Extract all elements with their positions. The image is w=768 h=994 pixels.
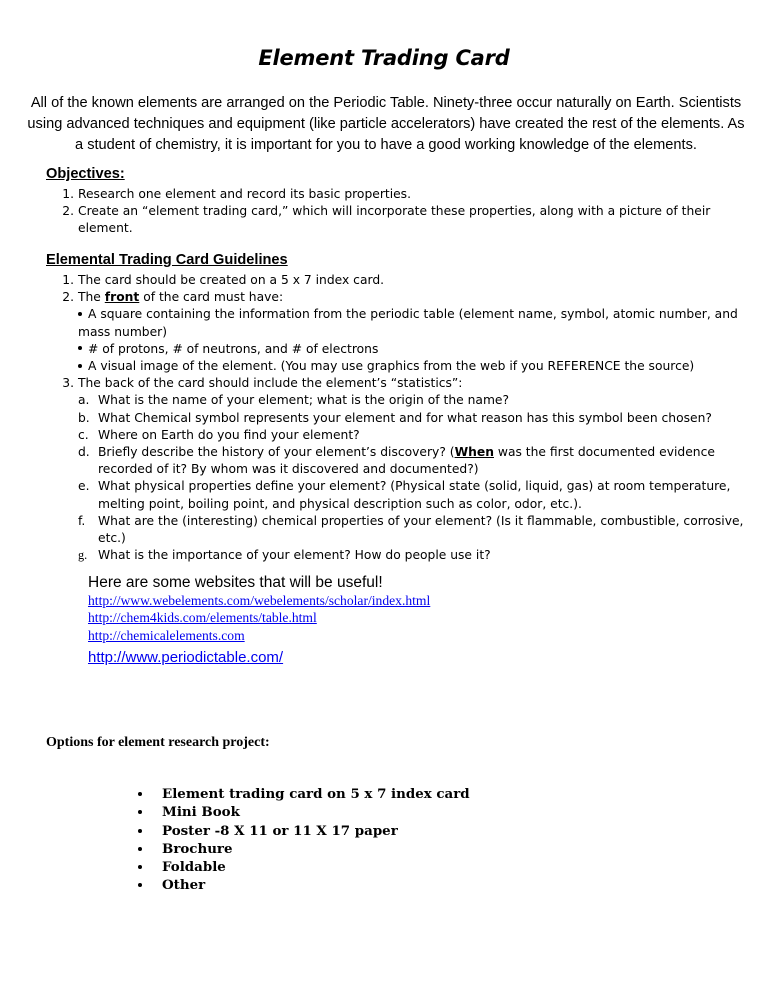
bullet-icon <box>78 346 82 350</box>
question-item: b. What Chemical symbol represents your element and for what reason has this symbol been chosen? <box>78 410 712 425</box>
front-bullet: # of protons, # of neutrons, and # of electrons <box>56 341 746 358</box>
list-item: 2. The front of the card must have: <box>62 290 284 305</box>
list-item: 1. Research one element and record its basic properties. <box>62 187 412 201</box>
chem4kids-link[interactable]: http://chem4kids.com/elements/table.html <box>88 610 317 626</box>
front-bullet: A visual image of the element. (You may use graphics from the web if you REFERENCE the source) <box>56 358 746 375</box>
question-item: f. What are the (interesting) chemical properties of your element? (Is it flammable, combustible, corrosive, etc.) <box>78 513 744 546</box>
periodictable-link[interactable]: http://www.periodictable.com/ <box>88 649 284 666</box>
bullet-icon <box>138 865 142 869</box>
websites-heading: Here are some websites that will be useful! <box>88 574 383 591</box>
question-item: g. What is the importance of your element? How do people use it? <box>78 548 491 563</box>
list-item: Mini Book <box>136 803 470 821</box>
page-title: Element Trading Card <box>258 46 510 70</box>
webelements-link[interactable]: http://www.webelements.com/webelements/scholar/index.html <box>88 593 431 608</box>
objectives-list <box>56 186 746 238</box>
question-item: c. Where on Earth do you find your element? <box>78 427 360 442</box>
intro-paragraph: All of the known elements are arranged on the Periodic Table. Ninety-three occur naturally on Earth. Scientists using advanced techniques and equipment (like particle accelerators) have created the rest of the elements. As a student of chemistry, it is important for you to have a good working knowledge of the elements. <box>27 95 745 153</box>
bullet-icon <box>138 810 142 814</box>
list-item: 1. The card should be created on a 5 x 7 index card. <box>62 273 385 287</box>
bullet-icon <box>138 847 142 851</box>
website-links <box>88 592 430 644</box>
front-emphasis: front <box>104 290 140 305</box>
question-item: a. What is the name of your element; what is the origin of the name? <box>78 393 510 408</box>
objectives-heading: Objectives: <box>46 166 125 182</box>
list-item: Brochure <box>136 840 470 858</box>
bullet-icon <box>78 312 82 316</box>
question-item: d. Briefly describe the history of your element’s discovery? (When was the first documented evidence recorded of it? By whom was it discovered and documented?) <box>78 445 715 477</box>
bullet-icon <box>138 792 142 796</box>
list-item: 3. The back of the card should include the element’s “statistics”: <box>62 376 463 391</box>
bullet-icon <box>78 364 82 368</box>
question-item: e. What physical properties define your element? (Physical state (solid, liquid, gas) at room temperature, melting point, boiling point, and physical description such as color, odor, etc.). <box>78 479 731 511</box>
options-list <box>136 785 470 895</box>
chemicalelements-link[interactable]: http://chemicalelements.com <box>88 627 245 643</box>
list-item: Poster -8 X 11 or 11 X 17 paper <box>136 822 470 840</box>
bullet-icon <box>138 883 142 887</box>
guidelines-heading: Elemental Trading Card Guidelines <box>46 252 288 268</box>
options-heading: Options for element research project: <box>46 735 270 750</box>
list-item: Other <box>136 876 470 894</box>
guidelines-list <box>56 272 746 564</box>
list-item: Element trading card on 5 x 7 index card <box>136 785 470 803</box>
list-item: 2. Create an “element trading card,” which will incorporate these properties, along with a picture of their element. <box>62 204 711 236</box>
list-item: Foldable <box>136 858 470 876</box>
front-bullet: A square containing the information from the periodic table (element name, symbol, atomic number, and mass number) <box>78 307 738 339</box>
bullet-icon <box>138 829 142 833</box>
when-emphasis: When <box>454 445 494 460</box>
